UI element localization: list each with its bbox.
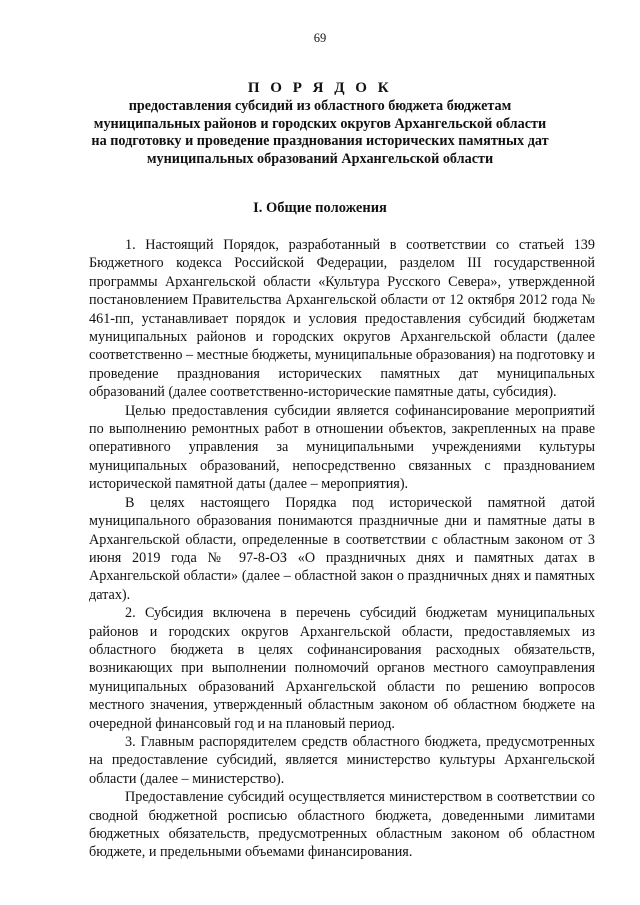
document-subtitle: предоставления субсидий из областного бюджета бюджетам муниципальных районов и городских округов Архангельской области на подготовку и проведение празднования исторических памятных дат муниципальных образований Архангельской области <box>91 98 549 168</box>
section-heading: I. Общие положения <box>253 200 387 216</box>
paragraph: 2. Субсидия включена в перечень субсидий бюджетам муниципальных районов и городских округов Архангельской области, предоставляемых из областного бюджета в целях софинансирования расходных обязательств, возникающих при выполнении полномочий органов местного самоуправления муниципальных образований Архангельской области по решению вопросов местного значения, утвержденный областным законом об областном бюджете на очередной финансовый год и на плановый период. <box>89 605 595 732</box>
paragraph: Целью предоставления субсидии является софинансирование мероприятий по выполнению ремонтных работ в отношении объектов, закрепленных на праве оперативного управления за муниципальными учреждениями культуры муниципальных образований, непосредственно связанных с празднованием исторической памятной даты (далее – мероприятия). <box>89 402 595 493</box>
paragraph: 1. Настоящий Порядок, разработанный в соответствии со статьей 139 Бюджетного кодекса Российской Федерации, разделом III государственной программы Архангельской области «Культура Русского Севера», утвержденной постановлением Правительства Архангельской области от 12 октября 2012 года № 461-пп, устанавливает порядок и условия предоставления субсидий бюджетам муниципальных районов и городских округов Архангельской области (далее соответственно – местные бюджеты, муниципальные образования) на подготовку и проведение празднования исторических памятных дат муниципальных образований (далее соответственно-исторические памятные даты, субсидия). <box>89 237 595 401</box>
body-text <box>89 236 595 862</box>
document-title: П О Р Я Д О К <box>247 80 393 96</box>
paragraph: В целях настоящего Порядка под исторической памятной датой муниципального образования понимаются праздничные дни и памятные даты в Архангельской области, определенные в соответствии с областным законом от 3 июня 2019 года № 97-8-ОЗ «О праздничных днях и памятных датах в Архангельской области» (далее – областной закон о праздничных днях и памятных датах). <box>89 494 595 603</box>
paragraph: Предоставление субсидий осуществляется министерством в соответствии со сводной бюджетной росписью областного бюджета, доведенными лимитами бюджетных обязательств, предусмотренных областным законом об областном бюджете, и предельными объемами финансирования. <box>89 789 595 861</box>
page-number: 69 <box>313 31 327 45</box>
paragraph: 3. Главным распорядителем средств областного бюджета, предусмотренных на предоставление субсидий, является министерство культуры Архангельской области (далее – министерство). <box>89 733 595 787</box>
